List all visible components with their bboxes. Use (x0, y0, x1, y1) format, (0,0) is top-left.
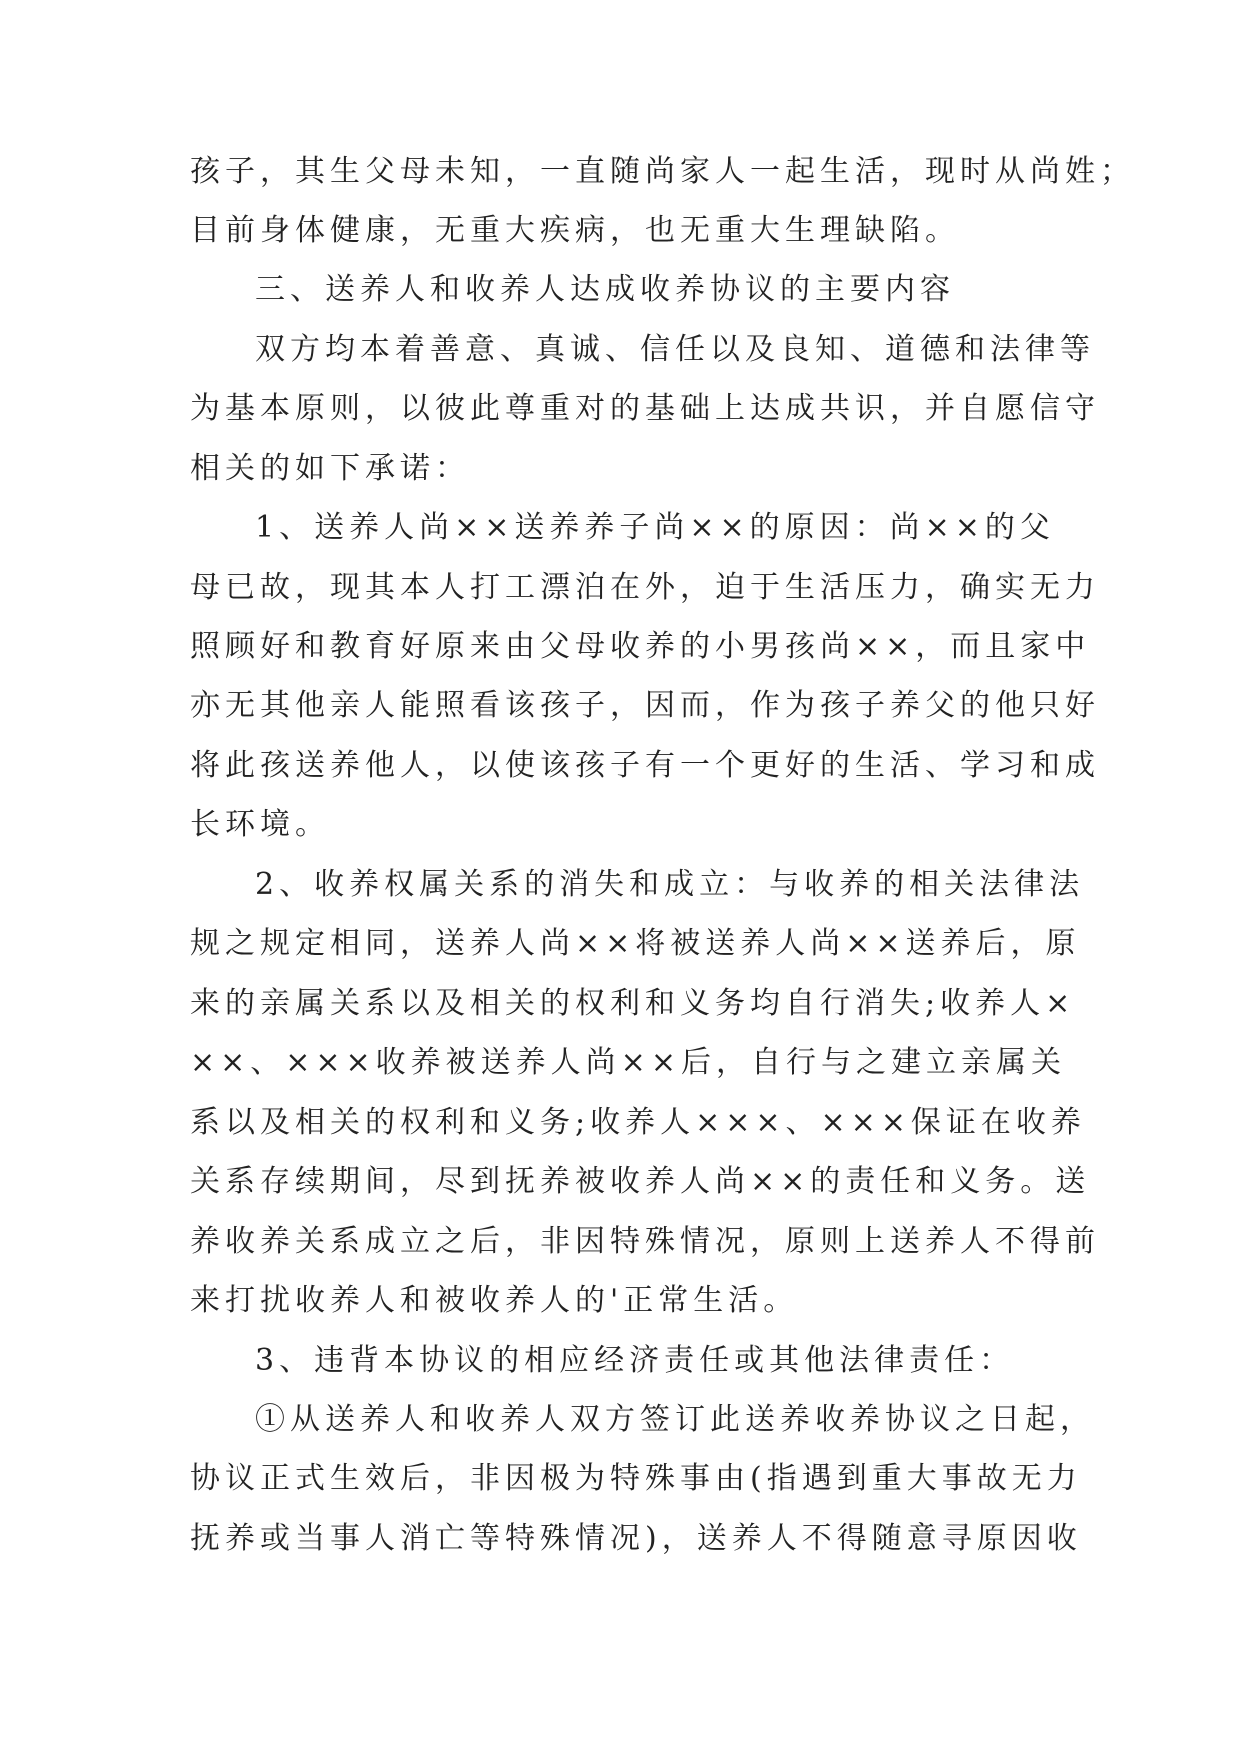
text-line: ××、×××收养被送养人尚××后，自行与之建立亲属关 (190, 1045, 1066, 1080)
text-line: 照顾好和教育好原来由父母收养的小男孩尚××，而且家中 (190, 629, 1091, 664)
text-line: 孩子，其生父母未知，一直随尚家人一起生活，现时从尚姓； (190, 154, 1135, 189)
text-line: 双方均本着善意、真诚、信任以及良知、道德和法律等 (255, 332, 1095, 367)
text-line: 来打扰收养人和被收养人的'正常生活。 (190, 1283, 799, 1318)
section-heading: 三、送养人和收养人达成收养协议的主要内容 (255, 272, 955, 307)
text-line: 抚养或当事人消亡等特殊情况)，送养人不得随意寻原因收 (190, 1521, 1082, 1556)
text-line: 2、收养权属关系的消失和成立：与收养的相关法律法 (255, 867, 1085, 902)
text-line: 目前身体健康，无重大疾病，也无重大生理缺陷。 (190, 213, 960, 248)
text-line: ①从送养人和收养人双方签订此送养收养协议之日起， (255, 1402, 1095, 1437)
text-line: 将此孩送养他人，以使该孩子有一个更好的生活、学习和成 (190, 748, 1100, 783)
text-line: 协议正式生效后，非因极为特殊事由(指遇到重大事故无力 (190, 1461, 1082, 1496)
text-line: 母已故，现其本人打工漂泊在外，迫于生活压力，确实无力 (190, 570, 1100, 605)
text-line: 亦无其他亲人能照看该孩子，因而，作为孩子养父的他只好 (190, 688, 1100, 723)
text-line: 相关的如下承诺： (190, 451, 470, 486)
text-line: 养收养关系成立之后，非因特殊情况，原则上送养人不得前 (190, 1224, 1100, 1259)
text-line: 3、违背本协议的相应经济责任或其他法律责任： (255, 1343, 1015, 1378)
text-line: 为基本原则，以彼此尊重对的基础上达成共识，并自愿信守 (190, 391, 1100, 426)
text-line: 长环境。 (190, 807, 330, 842)
text-line: 规之规定相同，送养人尚××将被送养人尚××送养后，原 (190, 926, 1081, 961)
text-line: 关系存续期间，尽到抚养被收养人尚××的责任和义务。送 (190, 1164, 1091, 1199)
text-line: 系以及相关的权利和义务;收养人×××、×××保证在收养 (190, 1105, 1086, 1140)
text-line: 1、送养人尚××送养养子尚××的原因：尚××的父 (255, 510, 1055, 545)
text-line: 来的亲属关系以及相关的权利和义务均自行消失;收养人× (190, 986, 1076, 1021)
